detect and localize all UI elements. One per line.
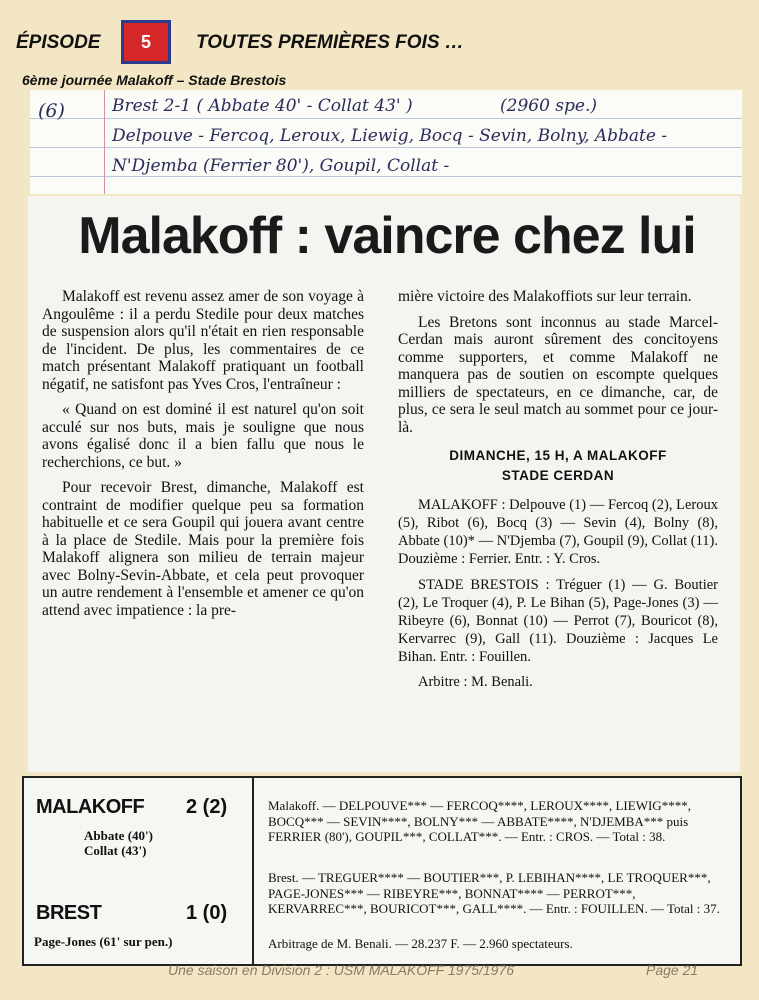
note-line-result: Brest 2-1 ( Abbate 40' - Collat 43' ) [112,96,413,116]
malakoff-lineup: MALAKOFF : Delpouve (1) — Fercoq (2), Leroux (5), Ribot (6), Bocq (3) — Sevin (4), Bolny (8), Abbate (10)* — N'Djemba (7), Goupil (9), Collat (11). Douzième : Ferrier. Entr. : Y. Cros. [398,497,718,567]
footer-text: Une saison en Division 2 : USM MALAKOFF 1975/1976 [168,962,515,978]
article-quote: « Quand on est dominé il est naturel qu'on soit acculé sur nos buts, mais je souligne que nous avons égalisé donc il a bien fallu que nous le recherchions, ce but. » [42,401,364,471]
home-ratings-text: Malakoff. — DELPOUVE*** — FERCOQ****, LEROUX****, LIEWIG****, BOCQ*** — SEVIN****, BOLNY*** — ABBATE****, N'DJEMBA*** puis FERRIER (80'), GOUPIL***, COLLAT***. — Entr. : CROS. — Total : 38. [268,798,691,844]
away-team-score: 1 (0) [186,902,228,924]
episode-number-badge: 5 [121,20,171,64]
page-footer [168,962,728,978]
home-team-score: 2 (2) [186,796,228,818]
page-number: Page 21 [646,962,699,978]
score-divider [252,778,254,964]
newspaper-clipping [28,196,740,772]
article-paragraph: Pour recevoir Brest, dimanche, Malakoff est contraint de modifier quelque peu sa formation habituelle et ce sera Goupil qui jouera avant centre à la place de Stedile. Mais pour la première fois Malakoff alignera son milieu de terrain majeur avec Bolny-Sevin-Abbate, et cela peut provoquer un autre rendement à l'ensemble et amener ce qu'on attend avec impatience : la pre- [42,479,364,619]
note-number: (6) [38,100,65,122]
article-paragraph: mière victoire des Malakoffiots sur leur terrain. [398,288,692,305]
article-paragraph: Les Bretons sont inconnus au stade Marcel-Cerdan mais auront sûrement des concitoyens comme supporters, et comme Malakoff ne manquera pas de soutien on escompte quelques milliers de spectateurs, en ce dimanche, car, de plus, ce sera le seul match au sommet pour ce jour-là. [398,313,718,436]
margin-line [104,90,105,194]
arbitrage-text: Arbitrage de M. Benali. — 28.237 F. — 2.960 spectateurs. [268,936,573,951]
away-team-name: BREST [36,902,102,924]
referee-line: Arbitre : M. Benali. [418,674,533,690]
score-box [22,776,742,966]
article-paragraph: Malakoff est revenu assez amer de son voyage à Angoulême : il a perdu Stedile pour deux matches de suspension alors qu'il n'était en rien responsable de l'incident. De plus, les commentaires de ce match présentant Malakoff pratiquant un football négatif, ne satisfont pas Yves Cros, l'entraîneur : [42,288,364,393]
article-right-column [398,288,718,700]
episode-header [14,18,744,66]
away-ratings [268,870,728,917]
home-scorer: Abbate (40') [84,828,153,843]
home-ratings [268,798,728,845]
away-ratings-text: Brest. — TREGUER**** — BOUTIER***, P. LEBIHAN****, LE TROQUER***, PAGE-JONES*** — RIBEYRE***, BONNAT**** — PERROT***, KERVARREC***, BOURICOT***, GALL****. — Entr. : FOUILLEN. — Total : 37. [268,870,720,916]
home-scorer: Collat (43') [84,843,147,858]
note-spectators: (2960 spe.) [500,96,598,116]
away-scorer: Page-Jones (61' sur pen.) [34,934,173,949]
episode-title: TOUTES PREMIÈRES FOIS … [196,32,464,53]
match-time-place: DIMANCHE, 15 H, A MALAKOFF [449,448,667,463]
match-info-heading [398,446,718,486]
brest-lineup: STADE BRESTOIS : Tréguer (1) — G. Boutier (2), Le Troquer (4), P. Le Bihan (5), Page-Jones (3) — Ribeyre (6), Bonnat (10) — Perrot (7), Bouricot (8), Kervarrec (9), Gall (11). Douzième : Jacques Le Bihan. Entr. : Fouillen. [398,577,718,665]
note-line-lineup-2: N'Djemba (Ferrier 80'), Goupil, Collat - [112,156,450,176]
note-line-lineup-1: Delpouve - Fercoq, Leroux, Liewig, Bocq - Sevin, Bolny, Abbate - [112,126,668,146]
handwritten-note [30,90,742,194]
match-stadium: STADE CERDAN [501,468,615,483]
article-left-column [42,288,364,627]
home-team-name: MALAKOFF [36,796,145,818]
arbitrage-line [268,936,728,952]
match-subtitle: 6ème journée Malakoff – Stade Brestois [22,72,287,88]
article-headline: Malakoff : vaincre chez lui [78,207,696,265]
episode-label: ÉPISODE [16,32,101,53]
